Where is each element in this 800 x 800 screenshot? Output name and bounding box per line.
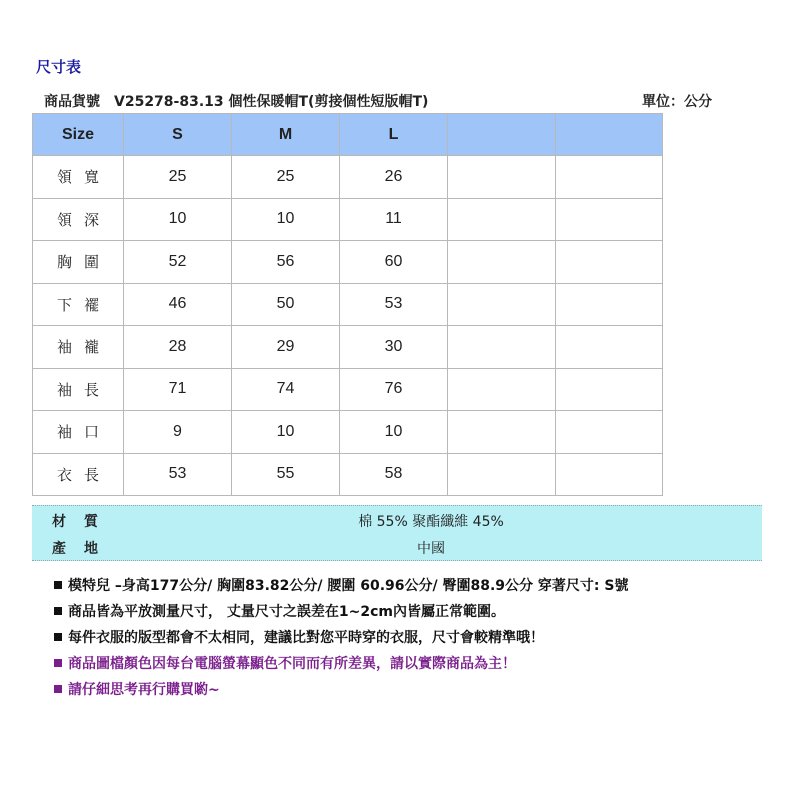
table-cell: 28 (124, 326, 232, 369)
header-cell-empty (448, 114, 556, 156)
table-cell: 25 (124, 156, 232, 199)
table-cell (448, 453, 556, 496)
table-cell (448, 368, 556, 411)
table-row (33, 156, 663, 199)
row-label: 袖長 (33, 368, 124, 411)
table-cell: 10 (124, 198, 232, 241)
table-cell: 50 (232, 283, 340, 326)
square-bullet-icon (54, 581, 62, 589)
table-cell: 53 (340, 283, 448, 326)
note-item (54, 601, 505, 621)
header-cell-l: L (340, 114, 448, 156)
note-text: 商品皆為平放測量尺寸， 丈量尺寸之誤差在1~2cm內皆屬正常範圍。 (68, 604, 505, 620)
row-label: 領深 (33, 198, 124, 241)
table-cell: 46 (124, 283, 232, 326)
table-cell: 52 (124, 241, 232, 284)
size-table-header (33, 114, 663, 156)
table-cell: 25 (232, 156, 340, 199)
table-cell: 10 (232, 411, 340, 454)
table-cell (556, 326, 663, 369)
header-cell-size: Size (33, 114, 124, 156)
material-label: 材質 (52, 514, 116, 530)
table-row (33, 283, 663, 326)
unit-label: 單位：公分 (642, 94, 712, 110)
note-text: 每件衣服的版型都會不太相同，建議比對您平時穿的衣服，尺寸會較精準哦！ (68, 630, 544, 646)
row-label: 袖襱 (33, 326, 124, 369)
table-cell: 56 (232, 241, 340, 284)
square-bullet-icon (54, 659, 62, 667)
size-table (32, 113, 663, 496)
origin-row (32, 533, 762, 560)
table-cell: 30 (340, 326, 448, 369)
table-cell: 53 (124, 453, 232, 496)
header-cell-s: S (124, 114, 232, 156)
table-cell (448, 326, 556, 369)
note-item (54, 627, 544, 647)
row-label: 袖口 (33, 411, 124, 454)
table-cell: 10 (232, 198, 340, 241)
note-text: 商品圖檔顏色因每台電腦螢幕顯色不同而有所差異，請以實際商品為主！ (68, 656, 516, 672)
table-row (33, 368, 663, 411)
table-cell: 9 (124, 411, 232, 454)
table-cell: 58 (340, 453, 448, 496)
table-cell (448, 283, 556, 326)
table-cell: 55 (232, 453, 340, 496)
product-code-line: 商品貨號 V25278-83.13 個性保暖帽T(剪接個性短版帽T) (44, 94, 429, 110)
table-row (33, 453, 663, 496)
table-cell (556, 453, 663, 496)
table-cell (448, 241, 556, 284)
table-cell (556, 156, 663, 199)
square-bullet-icon (54, 633, 62, 641)
table-cell (556, 241, 663, 284)
table-cell: 76 (340, 368, 448, 411)
table-cell (556, 368, 663, 411)
row-label: 下襬 (33, 283, 124, 326)
table-row (33, 326, 663, 369)
note-text: 請仔細思考再行購買喲~ (68, 682, 220, 698)
table-cell: 29 (232, 326, 340, 369)
row-label: 衣長 (33, 453, 124, 496)
table-cell (556, 283, 663, 326)
table-cell (448, 156, 556, 199)
table-row (33, 198, 663, 241)
header-cell-m: M (232, 114, 340, 156)
material-value: 棉 55% 聚酯纖維 45% (358, 514, 504, 530)
table-cell (556, 198, 663, 241)
square-bullet-icon (54, 685, 62, 693)
square-bullet-icon (54, 607, 62, 615)
note-item (54, 679, 220, 699)
table-cell: 71 (124, 368, 232, 411)
table-cell: 11 (340, 198, 448, 241)
table-row (33, 241, 663, 284)
note-item (54, 575, 628, 595)
table-cell: 26 (340, 156, 448, 199)
material-origin-band (32, 505, 762, 561)
material-row (32, 506, 762, 533)
table-cell (448, 411, 556, 454)
note-text: 模特兒 –身高177公分/ 胸圍83.82公分/ 腰圍 60.96公分/ 臀圍88.9公分 穿著尺寸: S號 (68, 578, 629, 594)
origin-value: 中國 (417, 541, 445, 557)
table-cell (556, 411, 663, 454)
table-cell: 74 (232, 368, 340, 411)
page-title: 尺寸表 (36, 58, 82, 76)
table-cell: 60 (340, 241, 448, 284)
row-label: 領寬 (33, 156, 124, 199)
table-cell (448, 198, 556, 241)
table-cell: 10 (340, 411, 448, 454)
note-item (54, 653, 516, 673)
row-label: 胸圍 (33, 241, 124, 284)
origin-label: 產地 (52, 541, 116, 557)
table-row (33, 411, 663, 454)
header-cell-empty (556, 114, 663, 156)
